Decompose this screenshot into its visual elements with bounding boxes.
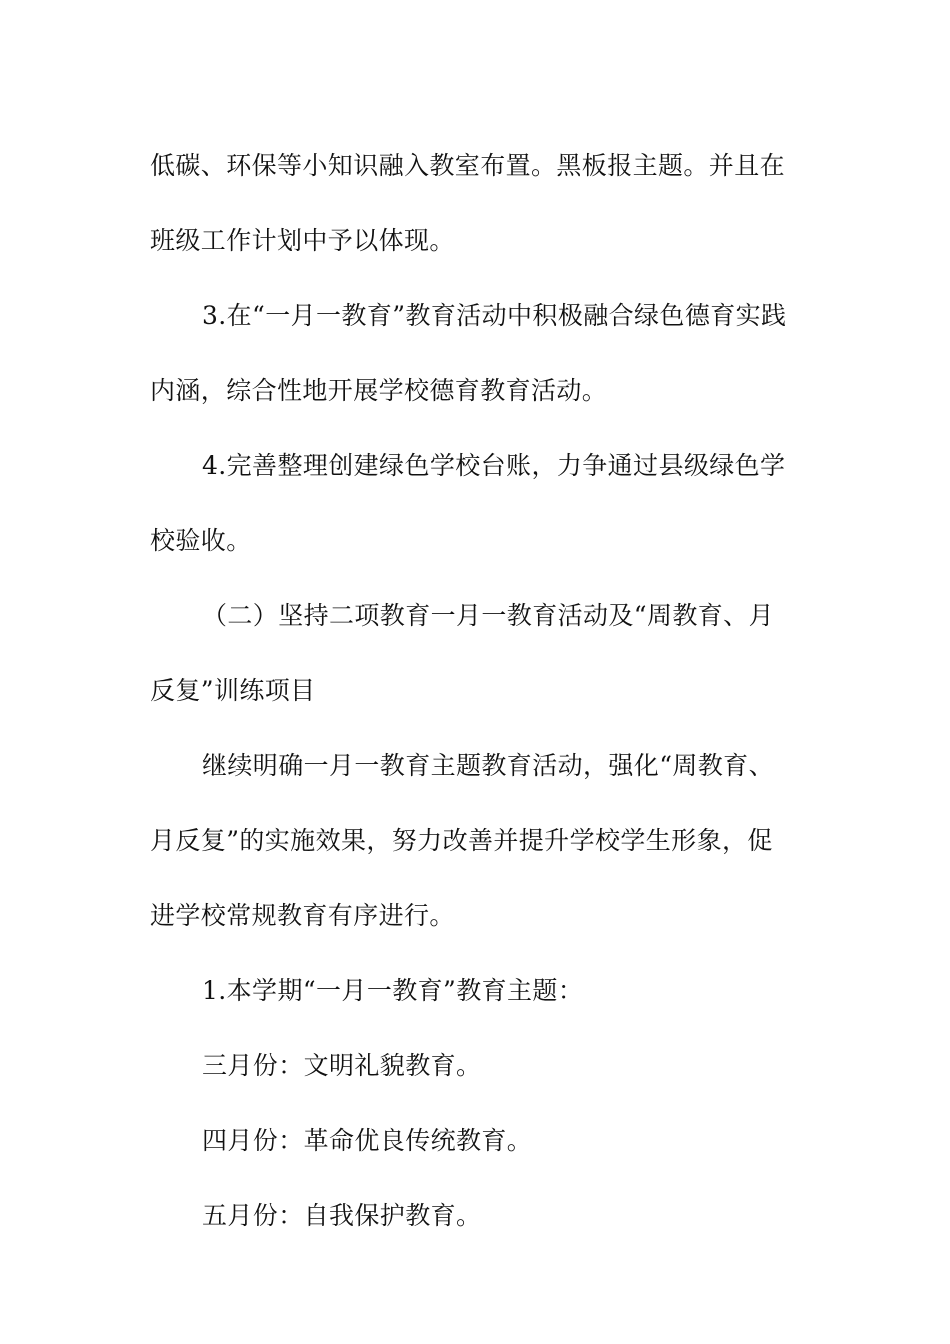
document-body: [150, 128, 790, 1253]
section-heading-2: （二）坚持二项教育一月一教育活动及“周教育、月反复”训练项目: [150, 601, 774, 705]
paragraph-continuation: 低碳、环保等小知识融入教室布置。黑板报主题。并且在班级工作计划中予以体现。: [150, 151, 786, 255]
paragraph-item-4: 4.完善整理创建绿色学校台账，力争通过县级绿色学校验收。: [150, 451, 786, 555]
list-item-march: 三月份：文明礼貌教育。: [202, 1051, 482, 1080]
paragraph-theme-list-intro: 1.本学期“一月一教育”教育主题：: [202, 976, 584, 1005]
paragraph-item-3: 3.在“一月一教育”教育活动中积极融合绿色德育实践内涵，综合性地开展学校德育教育活动。: [150, 301, 787, 405]
paragraph-section-intro: 继续明确一月一教育主题教育活动，强化“周教育、月反复”的实施效果，努力改善并提升学校学生形象，促进学校常规教育有序进行。: [150, 751, 774, 930]
list-item-april: 四月份：革命优良传统教育。: [202, 1126, 533, 1155]
list-item-may: 五月份：自我保护教育。: [202, 1201, 482, 1230]
